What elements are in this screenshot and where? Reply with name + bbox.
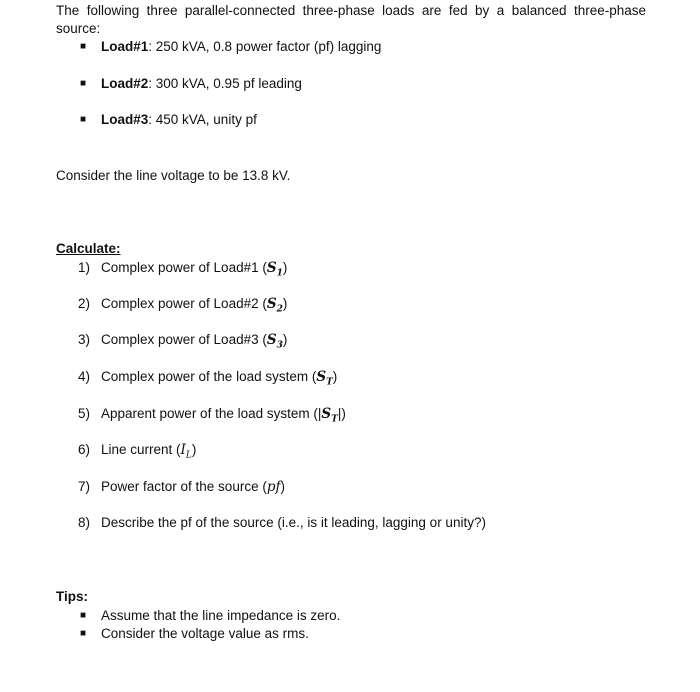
list-item	[101, 259, 287, 277]
item-subscript: T	[331, 414, 338, 425]
item-number: 7)	[78, 479, 91, 494]
list-item	[101, 295, 287, 313]
item-symbol: S	[321, 406, 332, 422]
item-number: 2)	[78, 296, 91, 311]
bullet-icon: ■	[80, 610, 87, 621]
item-symbol: pf	[266, 479, 281, 495]
item-subscript: 3	[276, 340, 283, 351]
item-symbol: S	[316, 369, 327, 385]
list-item	[101, 441, 196, 459]
intro-paragraph: The following three parallel-connected three-phase loads are fed by a balanced three-phase source:	[56, 3, 646, 36]
load-spec: : 450 kVA, unity pf	[148, 112, 257, 127]
item-number: 8)	[78, 515, 91, 530]
item-symbol: I	[180, 442, 186, 458]
load-spec: : 300 kVA, 0.95 pf leading	[148, 76, 302, 91]
item-text: Complex power of Load#2 (	[101, 296, 267, 311]
load-spec: : 250 kVA, 0.8 power factor (pf) lagging	[148, 39, 382, 54]
item-close: |)	[337, 406, 346, 421]
item-number: 3)	[78, 332, 91, 347]
list-item	[101, 478, 285, 496]
bullet-icon: ■	[80, 114, 87, 125]
item-number: 5)	[78, 406, 91, 421]
item-subscript: L	[185, 450, 192, 461]
load-item	[101, 75, 302, 93]
item-text: Complex power of Load#1 (	[101, 260, 267, 275]
list-item	[101, 331, 287, 349]
item-text: Complex power of the load system (	[101, 369, 317, 384]
item-number: 4)	[78, 369, 91, 384]
load-name: Load#3	[101, 112, 149, 127]
item-close: )	[282, 260, 288, 275]
item-symbol: S	[266, 260, 277, 276]
list-item	[101, 405, 346, 423]
item-symbol: S	[266, 296, 277, 312]
item-symbol: S	[266, 332, 277, 348]
item-text: Power factor of the source (	[101, 479, 267, 494]
item-subscript: 1	[276, 268, 283, 279]
list-item: Describe the pf of the source (i.e., is it leading, lagging or unity?)	[101, 515, 486, 530]
tips-heading: Tips:	[56, 589, 89, 604]
load-name: Load#1	[101, 39, 149, 54]
load-item	[101, 38, 381, 56]
item-text: Line current (	[101, 442, 181, 457]
item-close: )	[282, 296, 288, 311]
bullet-icon: ■	[80, 628, 87, 639]
item-close: )	[282, 332, 288, 347]
load-name: Load#2	[101, 76, 149, 91]
item-close: )	[191, 442, 197, 457]
list-item	[101, 368, 337, 386]
calculate-heading: Calculate:	[56, 241, 121, 256]
tip-item: Consider the voltage value as rms.	[101, 626, 309, 641]
item-text: Apparent power of the load system (|	[101, 406, 322, 421]
tip-item: Assume that the line impedance is zero.	[101, 608, 341, 623]
item-number: 1)	[78, 260, 91, 275]
item-close: )	[280, 479, 285, 494]
bullet-icon: ■	[80, 78, 87, 89]
item-number: 6)	[78, 442, 91, 457]
item-close: )	[332, 369, 338, 384]
voltage-note: Consider the line voltage to be 13.8 kV.	[56, 168, 291, 183]
bullet-icon: ■	[80, 41, 87, 52]
item-text: Complex power of Load#3 (	[101, 332, 267, 347]
item-subscript: 2	[276, 304, 283, 315]
item-subscript: T	[326, 377, 333, 388]
load-item	[101, 111, 257, 129]
